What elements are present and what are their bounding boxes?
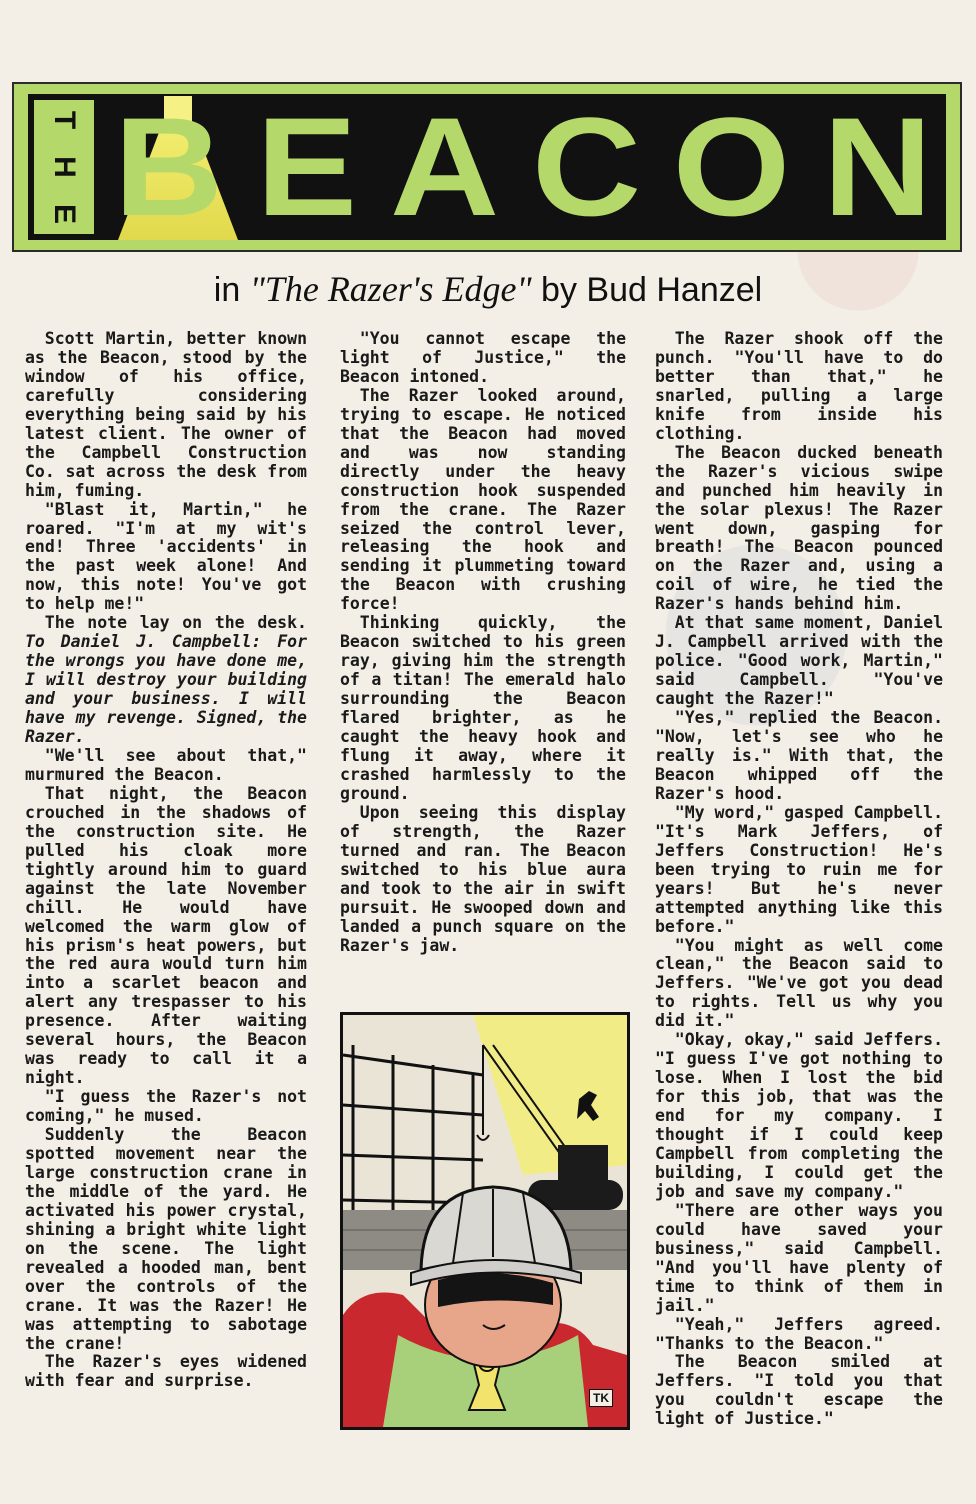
paragraph: "There are other ways you could have saved your business," said Campbell. "And you'll have plenty of time to think of them in jail."	[655, 1200, 943, 1315]
title-letter-c: C	[531, 94, 641, 240]
paragraph: Suddenly the Beacon spotted movement near the large construction crane in the middle of the yard. He activated his power crystal, shining a bright white light on the scene. The light revealed a hooded man, bent over the controls of the crane. It was the Razer! He was attempting to sabotage the crane!	[25, 1125, 307, 1353]
paragraph: The Razer's eyes widened with fear and surprise.	[25, 1352, 307, 1391]
paragraph: Scott Martin, better known as the Beacon, stood by the window of his office, carefully considering everything being said by his latest client. The owner of the Campbell Construction Co. sat across the desk from him, fuming.	[25, 329, 307, 500]
paragraph: "I guess the Razer's not coming," he mused.	[25, 1087, 307, 1126]
paragraph: That night, the Beacon crouched in the shadows of the construction site. He pulled his cloak more tightly around him to guard against the late November chill. He would have welcomed the warm glow of his prism's heat powers, but the red aura would turn him into a scarlet beacon and alert any trespasser to his presence. After waiting several hours, the Beacon was ready to call it a night.	[25, 783, 307, 1088]
the-vertical-word	[34, 100, 94, 234]
text-column-3	[655, 330, 943, 1429]
paragraph: "You might as well come clean," the Beacon said to Jeffers. "We've got you dead to rights. Tell us why you did it."	[655, 935, 943, 1031]
story-title: "The Razer's Edge"	[249, 269, 532, 309]
text-column-1	[25, 330, 307, 1391]
razer-note-text: To Daniel J. Campbell: For the wrongs you have done me, I will destroy your building and your business. I will have my revenge. Signed, the Razer.	[25, 632, 307, 747]
paragraph: Upon seeing this display of strength, the Razer turned and ran. The Beacon switched to his blue aura and took to the air in swift pursuit. He swooped down and landed a punch square on the Razer's jaw.	[340, 802, 626, 955]
beacon-title-word	[100, 94, 946, 240]
paragraph: "We'll see about that," murmured the Beacon.	[25, 745, 307, 784]
banner-black-field	[28, 94, 946, 240]
byline-author: by Bud Hanzel	[531, 271, 763, 309]
paragraph: Thinking quickly, the Beacon switched to his green ray, giving him the strength of a titan! The emerald halo surrounding the Beacon flared brighter, as he caught the heavy hook and flung it away, where it crashed harmlessly to the ground.	[340, 613, 626, 803]
title-banner	[12, 82, 962, 252]
title-letter-o: O	[672, 94, 791, 240]
paragraph: "My word," gasped Campbell. "It's Mark Jeffers, of Jeffers Construction! He's been trying to ruin me for years! But he's never attempted anything like this before."	[655, 802, 944, 936]
paragraph: "Blast it, Martin," he roared. "I'm at my wit's end! Three 'accidents' in the past week alone! And now, this note! You've got to help me!"	[25, 499, 307, 614]
crane-cab	[558, 1145, 608, 1185]
title-letter-e: E	[256, 94, 357, 240]
paragraph: "Yeah," Jeffers agreed. "Thanks to the Beacon."	[655, 1314, 943, 1353]
artist-signature: TK	[589, 1389, 613, 1407]
paragraph-lead: The note lay on the desk.	[44, 613, 307, 633]
story-byline	[0, 268, 976, 310]
paragraph: The Razer shook off the punch. "You'll have to do better than that," he snarled, pulling a large knife from inside his clothing.	[655, 329, 943, 443]
paragraph: The Beacon ducked beneath the Razer's vicious swipe and punched him heavily in the solar plexus! The Razer went down, gasping for breath! The Beacon pounced on the Razer and, using a coil of wire, he tied the Razer's hands behind him.	[655, 442, 943, 614]
title-letter-b: B	[113, 94, 224, 240]
comic-illustration-panel	[340, 1012, 630, 1430]
the-letter-t: T	[47, 110, 81, 130]
paragraph: The Razer looked around, trying to escape. He noticed that the Beacon had moved and was now standing directly under the heavy construction hook suspended from the crane. The Razer seized the control lever, releasing the hook and sending it plummeting toward the Beacon with crushing force!	[340, 385, 626, 614]
byline-prefix: in	[213, 271, 250, 309]
paragraph: "You cannot escape the light of Justice," the Beacon intoned.	[340, 329, 626, 386]
paragraph: "Yes," replied the Beacon. "Now, let's see who he really is." With that, the Beacon whipped off the Razer's hood.	[655, 708, 943, 803]
beacon-illustration	[343, 1015, 627, 1427]
text-column-2	[340, 330, 626, 955]
paragraph: The Beacon smiled at Jeffers. "I told you that you couldn't escape the light of Justice."	[655, 1352, 943, 1429]
the-letter-h: H	[47, 156, 81, 178]
paragraph: "Okay, okay," said Jeffers. "I guess I've got nothing to lose. When I lost the bid for this job, that was the end for my company. I thought if I could keep Campbell from completing the building, I could get the job and save my company."	[655, 1030, 944, 1201]
title-letter-a: A	[389, 94, 499, 240]
paragraph	[25, 614, 307, 747]
paragraph: At that same moment, Daniel J. Campbell arrived with the police. "Good work, Martin," said Campbell. "You've caught the Razer!"	[655, 613, 944, 709]
the-letter-e: E	[47, 203, 81, 225]
title-letter-n: N	[822, 94, 932, 240]
